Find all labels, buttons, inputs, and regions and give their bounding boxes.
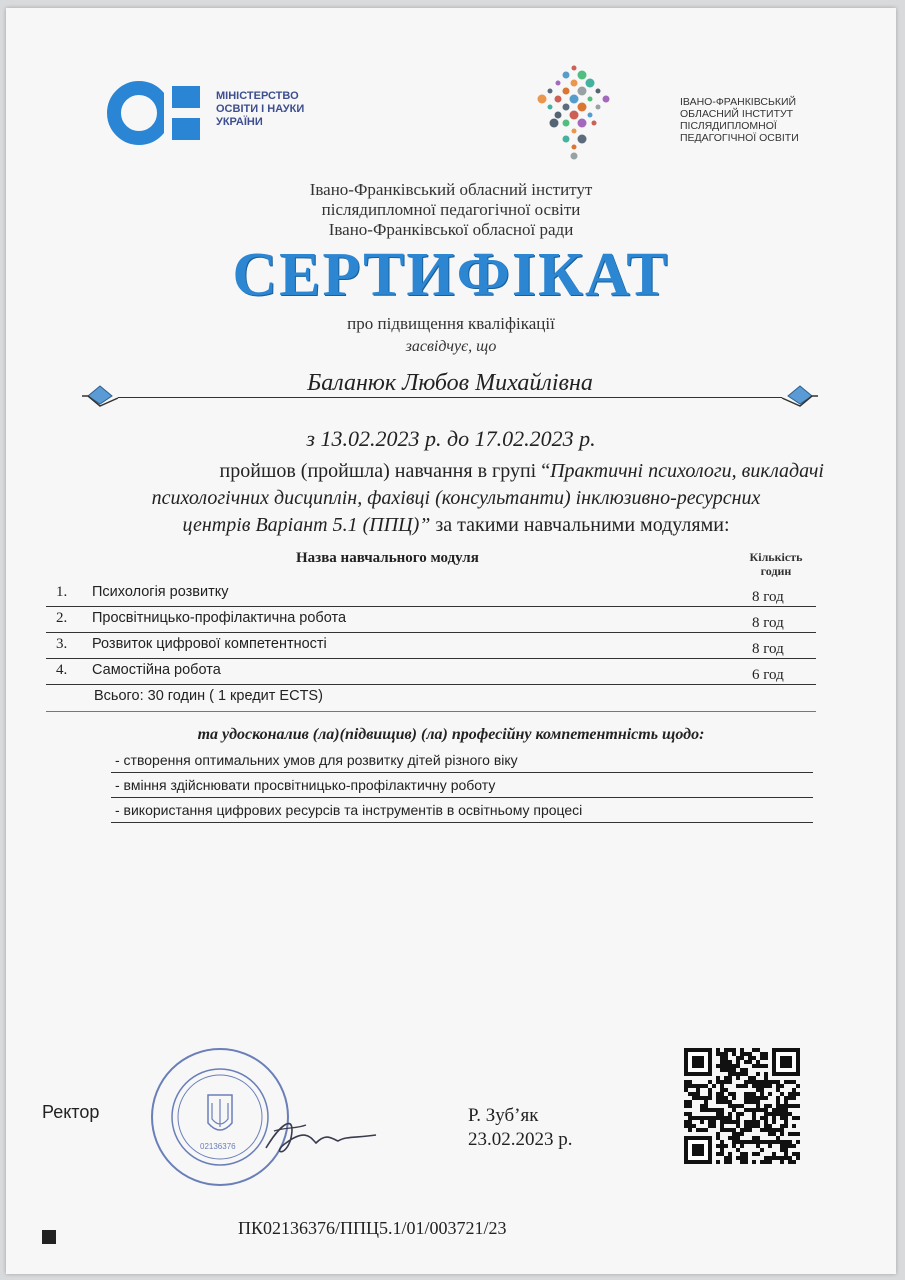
institute-short-line: ПЕДАГОГІЧНОЇ ОСВІТИ xyxy=(680,132,799,144)
group-name-part: психологічних дисциплін, фахівці (консультанти) інклюзивно-ресурсних xyxy=(151,487,761,509)
competence-text: - вміння здійснювати просвітницько-профілактичну роботу xyxy=(115,777,496,793)
ministry-line: МІНІСТЕРСТВО xyxy=(216,90,299,102)
module-name: Самостійна робота xyxy=(92,662,221,678)
group-line-1 xyxy=(86,458,826,485)
module-name: Розвиток цифрової компетентності xyxy=(92,636,327,652)
recipient-row xyxy=(80,370,820,410)
ministry-name xyxy=(216,90,304,129)
certificate-page xyxy=(6,8,896,1274)
row-number: 1. xyxy=(56,584,68,600)
certificate-title: СЕРТИФІКАТ xyxy=(232,241,670,309)
total-hours: Всього: 30 годин ( 1 кредит ECTS) xyxy=(94,688,323,704)
diamond-icon xyxy=(780,384,820,408)
institute-line: Івано-Франківський обласний інститут xyxy=(309,180,593,199)
rector-label: Ректор xyxy=(42,1102,100,1122)
module-hours: 8 год xyxy=(752,615,784,631)
competence-item xyxy=(111,773,813,798)
total-underline xyxy=(46,711,816,712)
corner-marker xyxy=(42,1230,56,1244)
institute-line: Івано-Франківської обласної ради xyxy=(328,220,574,239)
competence-item xyxy=(111,748,813,773)
row-number: 4. xyxy=(56,662,68,678)
group-text: пройшов (пройшла) навчання в групі “ xyxy=(219,460,551,482)
group-name-part: Практичні психологи, викладачі xyxy=(550,460,824,482)
registration-number: ПК02136376/ППЦ5.1/01/003721/23 xyxy=(238,1218,507,1238)
ministry-logo-icon xyxy=(106,80,206,146)
table-row xyxy=(46,580,816,607)
competence-item xyxy=(111,798,813,823)
certificate-subtitle: про підвищення кваліфікації xyxy=(347,314,555,333)
table-header-name: Назва навчального модуля xyxy=(296,550,479,566)
institute-short-line: ПІСЛЯДИПЛОМНОЇ xyxy=(680,120,777,132)
module-hours: 6 год xyxy=(752,667,784,683)
seal-number: 02136376 xyxy=(200,1142,236,1151)
row-number: 2. xyxy=(56,610,68,626)
module-hours: 8 год xyxy=(752,641,784,657)
institute-short-line: ІВАНО-ФРАНКІВСЬКИЙ xyxy=(680,96,797,108)
competence-heading: та удосконалив (ла)(підвищив) (ла) професійну компетентність щодо: xyxy=(197,726,705,743)
group-name-part: центрів Варіант 5.1 (ППЦ)” xyxy=(182,514,431,536)
group-description xyxy=(86,458,826,539)
group-text: за такими навчальними модулями: xyxy=(430,514,730,536)
name-underline xyxy=(118,397,782,398)
signer-name: Р. Зуб’як xyxy=(468,1105,539,1126)
institute-full-name xyxy=(6,180,896,240)
ministry-line: УКРАЇНИ xyxy=(216,116,263,128)
row-number: 3. xyxy=(56,636,68,652)
qr-code-icon xyxy=(684,1048,802,1164)
competence-text: - використання цифрових ресурсів та інструментів в освітньому процесі xyxy=(115,802,583,818)
official-seal-icon xyxy=(146,1043,426,1193)
table-row xyxy=(46,606,816,633)
module-hours: 8 год xyxy=(752,589,784,605)
table-row xyxy=(46,632,816,659)
signer-block xyxy=(468,1104,573,1152)
institute-logo-icon xyxy=(534,63,614,163)
institute-line: післядипломної педагогічної освіти xyxy=(321,200,581,219)
certifies-text: засвідчує, що xyxy=(405,338,497,355)
table-row xyxy=(46,658,816,685)
ministry-line: ОСВІТИ І НАУКИ xyxy=(216,103,305,115)
institute-short-name xyxy=(680,96,799,144)
competence-text: - створення оптимальних умов для розвитку дітей різного віку xyxy=(115,752,518,768)
module-name: Психологія розвитку xyxy=(92,584,229,600)
institute-short-line: ОБЛАСНИЙ ІНСТИТУТ xyxy=(680,108,794,120)
module-name: Просвітницько-профілактична робота xyxy=(92,610,347,626)
training-dates: з 13.02.2023 р. до 17.02.2023 р. xyxy=(306,426,596,451)
signature-date: 23.02.2023 р. xyxy=(468,1129,573,1150)
recipient-name: Баланюк Любов Михайлівна xyxy=(307,370,593,396)
table-header-hours: Кількість годин xyxy=(749,550,803,578)
